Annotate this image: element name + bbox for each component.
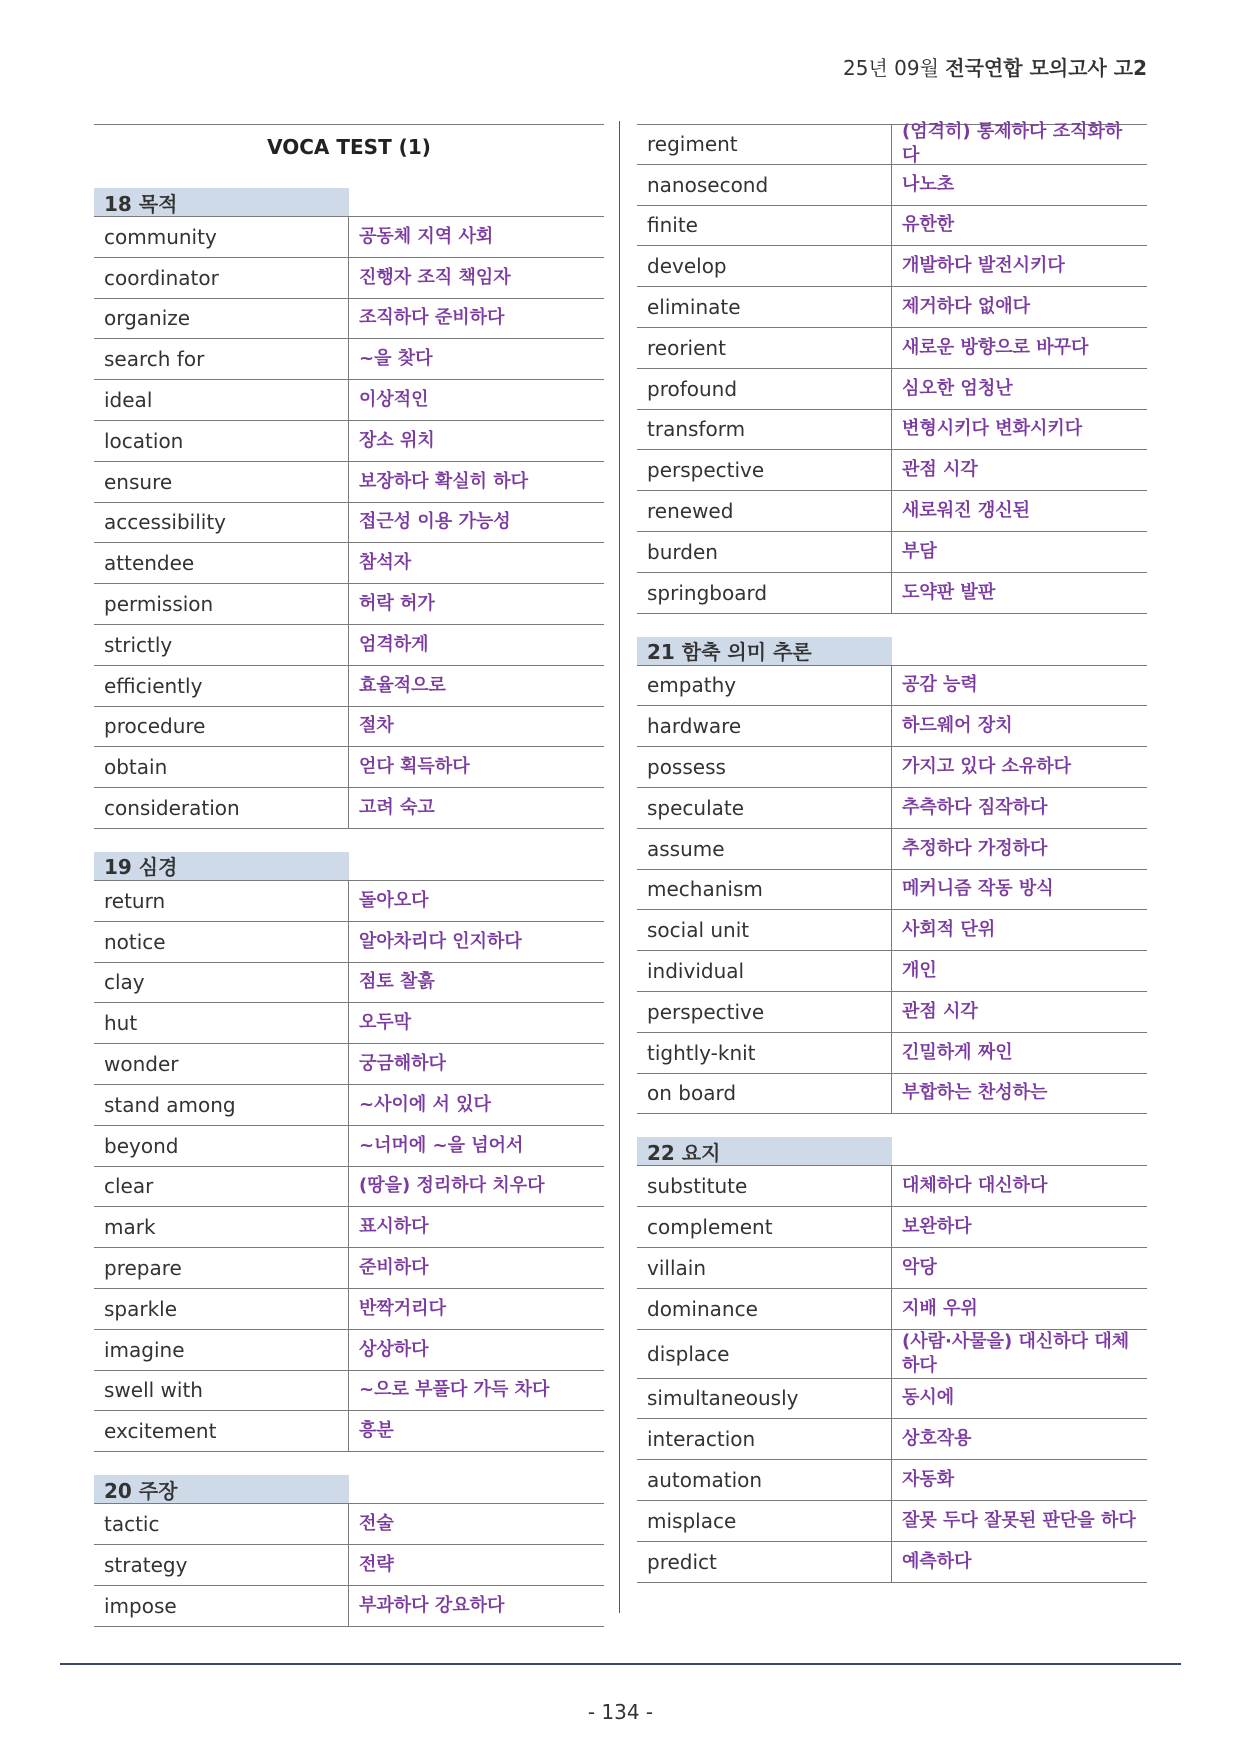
- vocab-row: [637, 1289, 1147, 1330]
- english-word: wonder: [94, 1044, 349, 1084]
- english-word: organize: [94, 299, 349, 339]
- vocab-row: [94, 922, 604, 963]
- vocab-row: [94, 1167, 604, 1208]
- english-word: interaction: [637, 1419, 892, 1459]
- korean-meaning: 보장하다 확실히 하다: [359, 470, 529, 492]
- vocab-row: [637, 1033, 1147, 1074]
- vocab-row: [637, 573, 1147, 614]
- vocab-row: [637, 788, 1147, 829]
- english-word: renewed: [637, 491, 892, 531]
- english-word: finite: [637, 206, 892, 246]
- korean-meaning: 추정하다 가정하다: [902, 837, 1048, 859]
- korean-meaning: 새로운 방향으로 바꾸다: [902, 336, 1089, 358]
- english-word: individual: [637, 951, 892, 991]
- korean-meaning: 얻다 획득하다: [359, 756, 470, 778]
- english-word: perspective: [637, 992, 892, 1032]
- korean-meaning: 진행자 조직 책임자: [359, 266, 511, 288]
- section-header: [637, 1128, 1147, 1166]
- vocab-row: [637, 1207, 1147, 1248]
- section-label: 19 심경: [94, 852, 349, 880]
- english-word: clear: [94, 1167, 349, 1207]
- english-word: mark: [94, 1207, 349, 1247]
- english-word: impose: [94, 1586, 349, 1626]
- english-word: community: [94, 217, 349, 257]
- vocab-row: [94, 421, 604, 462]
- vocab-row: [94, 666, 604, 707]
- vocab-row: [94, 625, 604, 666]
- vocab-row: [637, 870, 1147, 911]
- korean-meaning: 도약판 발판: [902, 581, 996, 603]
- english-word: beyond: [94, 1126, 349, 1166]
- vocab-row: [94, 503, 604, 544]
- vocab-row: [637, 1330, 1147, 1379]
- korean-meaning: 변형시키다 변화시키다: [902, 418, 1083, 440]
- english-word: tightly-knit: [637, 1033, 892, 1073]
- vocab-row: [637, 287, 1147, 328]
- vocab-row: [94, 1504, 604, 1545]
- vocab-row: [94, 1411, 604, 1452]
- korean-meaning: ~을 찾다: [359, 348, 433, 370]
- korean-meaning: 효율적으로: [359, 674, 446, 696]
- vocab-row: [94, 1371, 604, 1412]
- vocab-row: [94, 1044, 604, 1085]
- vocab-row: [94, 1289, 604, 1330]
- english-word: notice: [94, 922, 349, 962]
- korean-meaning: 가지고 있다 소유하다: [902, 756, 1072, 778]
- english-word: assume: [637, 829, 892, 869]
- vocab-row: [94, 788, 604, 829]
- english-word: ensure: [94, 462, 349, 502]
- vocab-row: [637, 246, 1147, 287]
- korean-meaning: 접근성 이용 가능성: [359, 511, 511, 533]
- english-word: nanosecond: [637, 165, 892, 205]
- vocab-row: [637, 1166, 1147, 1207]
- vocab-row: [637, 1379, 1147, 1420]
- vocab-row: [94, 1207, 604, 1248]
- korean-meaning: 흥분: [359, 1420, 394, 1442]
- korean-meaning: 허락 허가: [359, 593, 435, 615]
- english-word: develop: [637, 246, 892, 286]
- english-word: location: [94, 421, 349, 461]
- vocab-row: [637, 1074, 1147, 1115]
- english-word: eliminate: [637, 287, 892, 327]
- vocab-row: [637, 121, 1147, 167]
- english-word: clay: [94, 963, 349, 1003]
- english-word: perspective: [637, 450, 892, 490]
- vocab-row: [637, 1542, 1147, 1583]
- vocab-row: [637, 328, 1147, 369]
- english-word: speculate: [637, 788, 892, 828]
- english-word: mechanism: [637, 870, 892, 910]
- korean-meaning: 유한한: [902, 214, 955, 236]
- column-divider: [619, 121, 620, 1613]
- english-word: on board: [637, 1074, 892, 1114]
- english-word: simultaneously: [637, 1379, 892, 1419]
- korean-meaning: 메커니즘 작동 방식: [902, 878, 1054, 900]
- korean-meaning: 개발하다 발전시키다: [902, 255, 1065, 277]
- vocab-row: [637, 1501, 1147, 1542]
- right-column: [637, 121, 1147, 1583]
- vocab-row: [94, 1085, 604, 1126]
- page-number: - 134 -: [587, 1700, 654, 1724]
- vocab-row: [94, 1248, 604, 1289]
- korean-meaning: 제거하다 없애다: [902, 296, 1030, 318]
- korean-meaning: 절차: [359, 715, 394, 737]
- korean-meaning: 돌아오다: [359, 889, 429, 911]
- english-word: procedure: [94, 707, 349, 747]
- korean-meaning: 고려 숙고: [359, 797, 435, 819]
- korean-meaning: 긴밀하게 짜인: [902, 1041, 1013, 1063]
- korean-meaning: 공감 능력: [902, 674, 978, 696]
- korean-meaning: 관점 시각: [902, 459, 978, 481]
- section-header: [94, 1466, 604, 1504]
- korean-meaning: 동시에: [902, 1387, 955, 1409]
- english-word: swell with: [94, 1371, 349, 1411]
- korean-meaning: ~사이에 서 있다: [359, 1093, 491, 1115]
- vocab-row: [637, 491, 1147, 532]
- korean-meaning: 자동화: [902, 1469, 955, 1490]
- korean-meaning: 오두막: [359, 1012, 412, 1034]
- korean-meaning: 잘못 두다 잘못된 판단을 하다: [902, 1509, 1136, 1531]
- korean-meaning: 부합하는 찬성하는: [902, 1082, 1048, 1104]
- vocab-row: [637, 666, 1147, 707]
- vocab-row: [94, 1545, 604, 1586]
- korean-meaning: 개인: [902, 960, 937, 982]
- english-word: strictly: [94, 625, 349, 665]
- vocab-row: [637, 532, 1147, 573]
- vocab-row: [637, 1419, 1147, 1460]
- english-word: burden: [637, 532, 892, 572]
- section-header: [94, 179, 604, 217]
- english-word: efficiently: [94, 666, 349, 706]
- korean-meaning: 추측하다 짐작하다: [902, 796, 1048, 818]
- vocab-row: [94, 963, 604, 1004]
- vocab-row: [637, 829, 1147, 870]
- english-word: stand among: [94, 1085, 349, 1125]
- english-word: substitute: [637, 1166, 892, 1206]
- vocab-row: [637, 747, 1147, 788]
- korean-meaning: ~으로 부풀다 가득 차다: [359, 1379, 550, 1401]
- header-exam: 전국연합 모의고사 고2: [945, 56, 1147, 80]
- english-word: hardware: [637, 706, 892, 746]
- korean-meaning: 참석자: [359, 552, 412, 574]
- english-word: hut: [94, 1003, 349, 1043]
- english-word: empathy: [637, 666, 892, 706]
- english-word: excitement: [94, 1411, 349, 1451]
- english-word: tactic: [94, 1504, 349, 1544]
- vocab-row: [94, 299, 604, 340]
- vocab-row: [94, 1003, 604, 1044]
- english-word: springboard: [637, 573, 892, 613]
- vocab-row: [94, 584, 604, 625]
- korean-meaning: 점토 찰흙: [359, 971, 435, 993]
- english-word: displace: [637, 1330, 892, 1378]
- korean-meaning: 예측하다: [902, 1550, 972, 1572]
- korean-meaning: 사회적 단위: [902, 919, 996, 941]
- korean-meaning: 보완하다: [902, 1216, 972, 1238]
- korean-meaning: 이상적인: [359, 389, 429, 411]
- english-word: transform: [637, 410, 892, 450]
- korean-meaning: (사람·사물을) 대신하다 대체하다: [902, 1330, 1130, 1376]
- english-word: misplace: [637, 1501, 892, 1541]
- vocab-row: [94, 380, 604, 421]
- korean-meaning: 지배 우위: [902, 1297, 978, 1319]
- section-header: [637, 628, 1147, 666]
- vocab-row: [94, 881, 604, 922]
- vocab-row: [94, 462, 604, 503]
- korean-meaning: 엄격하게: [359, 633, 429, 655]
- korean-meaning: 관점 시각: [902, 1000, 978, 1022]
- vocab-row: [637, 992, 1147, 1033]
- vocab-row: [94, 339, 604, 380]
- english-word: obtain: [94, 747, 349, 787]
- english-word: automation: [637, 1460, 892, 1500]
- english-word: imagine: [94, 1330, 349, 1370]
- english-word: possess: [637, 747, 892, 787]
- english-word: strategy: [94, 1545, 349, 1585]
- vocab-row: [637, 1248, 1147, 1289]
- english-word: prepare: [94, 1248, 349, 1288]
- vocab-row: [637, 910, 1147, 951]
- english-word: complement: [637, 1207, 892, 1247]
- vocab-row: [637, 706, 1147, 747]
- left-column: [94, 124, 604, 1627]
- korean-meaning: 전술: [359, 1513, 394, 1534]
- header-date: 25년 09월: [843, 56, 946, 80]
- footer-rule: [60, 1663, 1181, 1665]
- vocab-row: [94, 258, 604, 299]
- vocab-row: [637, 410, 1147, 451]
- korean-meaning: 부과하다 강요하다: [359, 1594, 505, 1616]
- page-header: [843, 52, 1147, 81]
- korean-meaning: (엄격히) 통제하다 조직화하다: [902, 121, 1123, 167]
- english-word: reorient: [637, 328, 892, 368]
- english-word: sparkle: [94, 1289, 349, 1329]
- korean-meaning: 반짝거리다: [359, 1297, 446, 1319]
- vocab-row: [637, 206, 1147, 247]
- vocab-row: [94, 543, 604, 584]
- vocab-row: [94, 1126, 604, 1167]
- vocab-row: [637, 1460, 1147, 1501]
- vocab-row: [94, 707, 604, 748]
- english-word: coordinator: [94, 258, 349, 298]
- korean-meaning: 상호작용: [902, 1428, 972, 1450]
- english-word: social unit: [637, 910, 892, 950]
- korean-meaning: 전략: [359, 1553, 394, 1575]
- section-header: [94, 843, 604, 881]
- vocab-test-title: VOCA TEST (1): [94, 124, 604, 169]
- section-label: 18 목적: [94, 188, 349, 216]
- korean-meaning: 장소 위치: [359, 429, 435, 451]
- korean-meaning: 궁금해하다: [359, 1053, 446, 1075]
- english-word: profound: [637, 369, 892, 409]
- vocab-row: [637, 450, 1147, 491]
- korean-meaning: 상상하다: [359, 1338, 429, 1360]
- english-word: search for: [94, 339, 349, 379]
- korean-meaning: 심오한 엄청난: [902, 377, 1013, 399]
- korean-meaning: 알아차리다 인지하다: [359, 930, 522, 952]
- english-word: accessibility: [94, 503, 349, 543]
- section-label: 21 함축 의미 추론: [637, 637, 892, 665]
- english-word: predict: [637, 1542, 892, 1582]
- vocab-row: [94, 217, 604, 258]
- english-word: attendee: [94, 543, 349, 583]
- english-word: ideal: [94, 380, 349, 420]
- english-word: return: [94, 881, 349, 921]
- korean-meaning: 준비하다: [359, 1257, 429, 1279]
- english-word: villain: [637, 1248, 892, 1288]
- korean-meaning: (땅을) 정리하다 치우다: [359, 1175, 545, 1197]
- english-word: dominance: [637, 1289, 892, 1329]
- section-label: 20 주장: [94, 1475, 349, 1503]
- english-word: regiment: [637, 125, 892, 164]
- korean-meaning: 공동체 지역 사회: [359, 225, 494, 247]
- section-label: 22 요지: [637, 1137, 892, 1165]
- korean-meaning: 표시하다: [359, 1216, 429, 1238]
- korean-meaning: 조직하다 준비하다: [359, 307, 505, 329]
- vocab-row: [94, 1330, 604, 1371]
- english-word: consideration: [94, 788, 349, 828]
- vocab-row: [637, 951, 1147, 992]
- english-word: permission: [94, 584, 349, 624]
- korean-meaning: ~너머에 ~을 넘어서: [359, 1134, 524, 1156]
- korean-meaning: 악당: [902, 1256, 937, 1278]
- korean-meaning: 대체하다 대신하다: [902, 1175, 1048, 1197]
- korean-meaning: 나노초: [902, 173, 955, 195]
- vocab-row: [94, 1586, 604, 1627]
- korean-meaning: 부담: [902, 540, 937, 562]
- vocab-row: [637, 165, 1147, 206]
- vocab-row: [94, 747, 604, 788]
- korean-meaning: 새로워진 갱신된: [902, 500, 1030, 522]
- korean-meaning: 하드웨어 장치: [902, 715, 1013, 737]
- vocab-row: [637, 369, 1147, 410]
